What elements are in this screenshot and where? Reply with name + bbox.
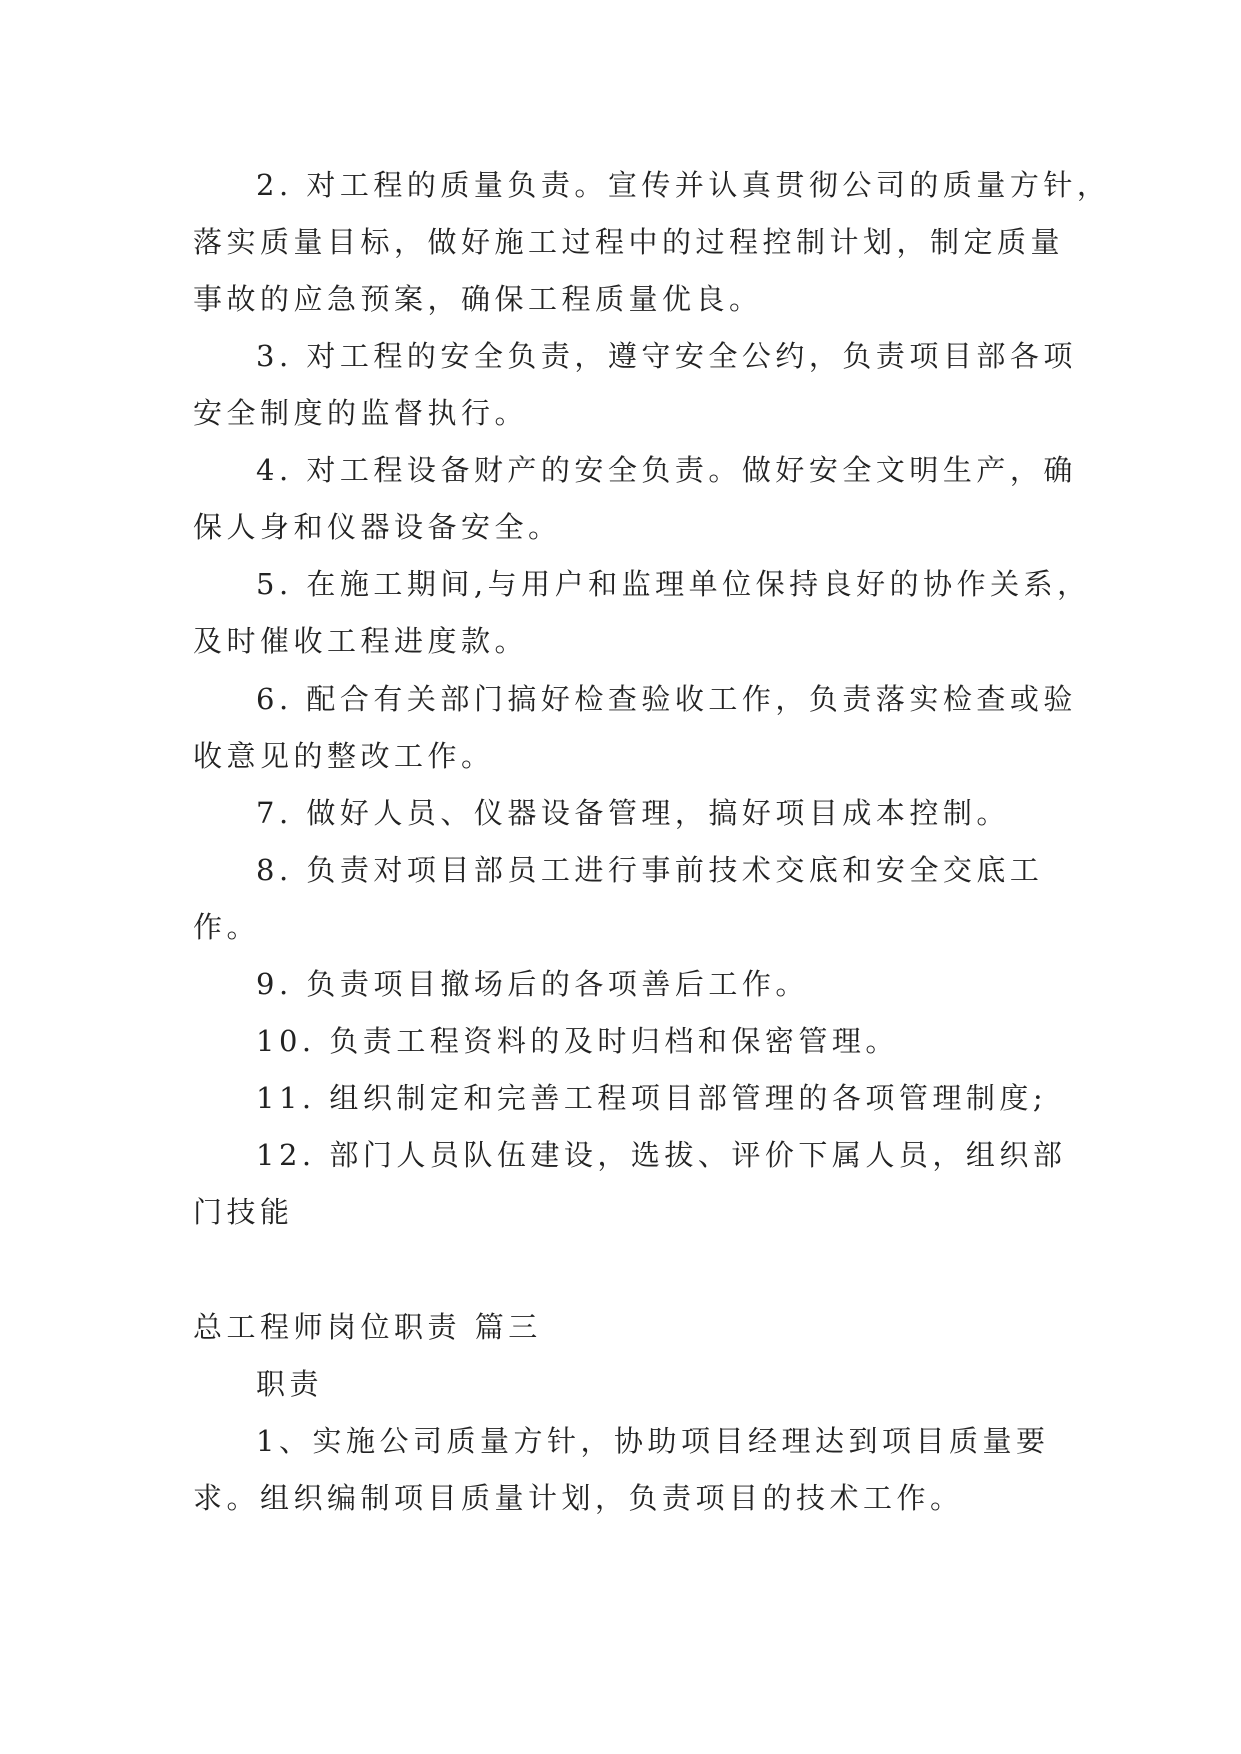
item-4-line-1: 4. 对工程设备财产的安全负责。做好安全文明生产，确 bbox=[256, 453, 1077, 487]
item-5-line-2: 及时催收工程进度款。 bbox=[193, 624, 529, 658]
subheading-duties: 职责 bbox=[256, 1367, 324, 1401]
item-7-line-1: 7. 做好人员、仪器设备管理，搞好项目成本控制。 bbox=[256, 796, 1010, 830]
item-8-line-1: 8. 负责对项目部员工进行事前技术交底和安全交底工 bbox=[256, 853, 1044, 887]
item-5-line-1: 5. 在施工期间,与用户和监理单位保持良好的协作关系， bbox=[256, 567, 1091, 601]
item-8-line-2: 作。 bbox=[193, 910, 261, 944]
duty-1-line-1: 1、实施公司质量方针，协助项目经理达到项目质量要 bbox=[256, 1424, 1050, 1458]
item-3-line-2: 安全制度的监督执行。 bbox=[193, 396, 529, 430]
item-2-line-3: 事故的应急预案，确保工程质量优良。 bbox=[193, 282, 763, 316]
item-2-line-1: 2. 对工程的质量负责。宣传并认真贯彻公司的质量方针， bbox=[256, 168, 1111, 202]
section-heading: 总工程师岗位职责 篇三 bbox=[193, 1310, 542, 1344]
item-6-line-2: 收意见的整改工作。 bbox=[193, 739, 495, 773]
item-12-line-2: 门技能 bbox=[193, 1195, 294, 1229]
item-4-line-2: 保人身和仪器设备安全。 bbox=[193, 510, 562, 544]
item-10-line-1: 10. 负责工程资料的及时归档和保密管理。 bbox=[256, 1024, 899, 1058]
item-6-line-1: 6. 配合有关部门搞好检查验收工作，负责落实检查或验 bbox=[256, 682, 1077, 716]
item-12-line-1: 12. 部门人员队伍建设，选拔、评价下属人员，组织部 bbox=[256, 1138, 1067, 1172]
item-2-line-2: 落实质量目标，做好施工过程中的过程控制计划，制定质量 bbox=[193, 225, 1065, 259]
item-3-line-1: 3. 对工程的安全负责，遵守安全公约，负责项目部各项 bbox=[256, 339, 1077, 373]
item-11-line-1: 11. 组织制定和完善工程项目部管理的各项管理制度; bbox=[256, 1081, 1048, 1115]
duty-1-line-2: 求。组织编制项目质量计划，负责项目的技术工作。 bbox=[193, 1481, 964, 1515]
item-9-line-1: 9. 负责项目撤场后的各项善后工作。 bbox=[256, 967, 809, 1001]
